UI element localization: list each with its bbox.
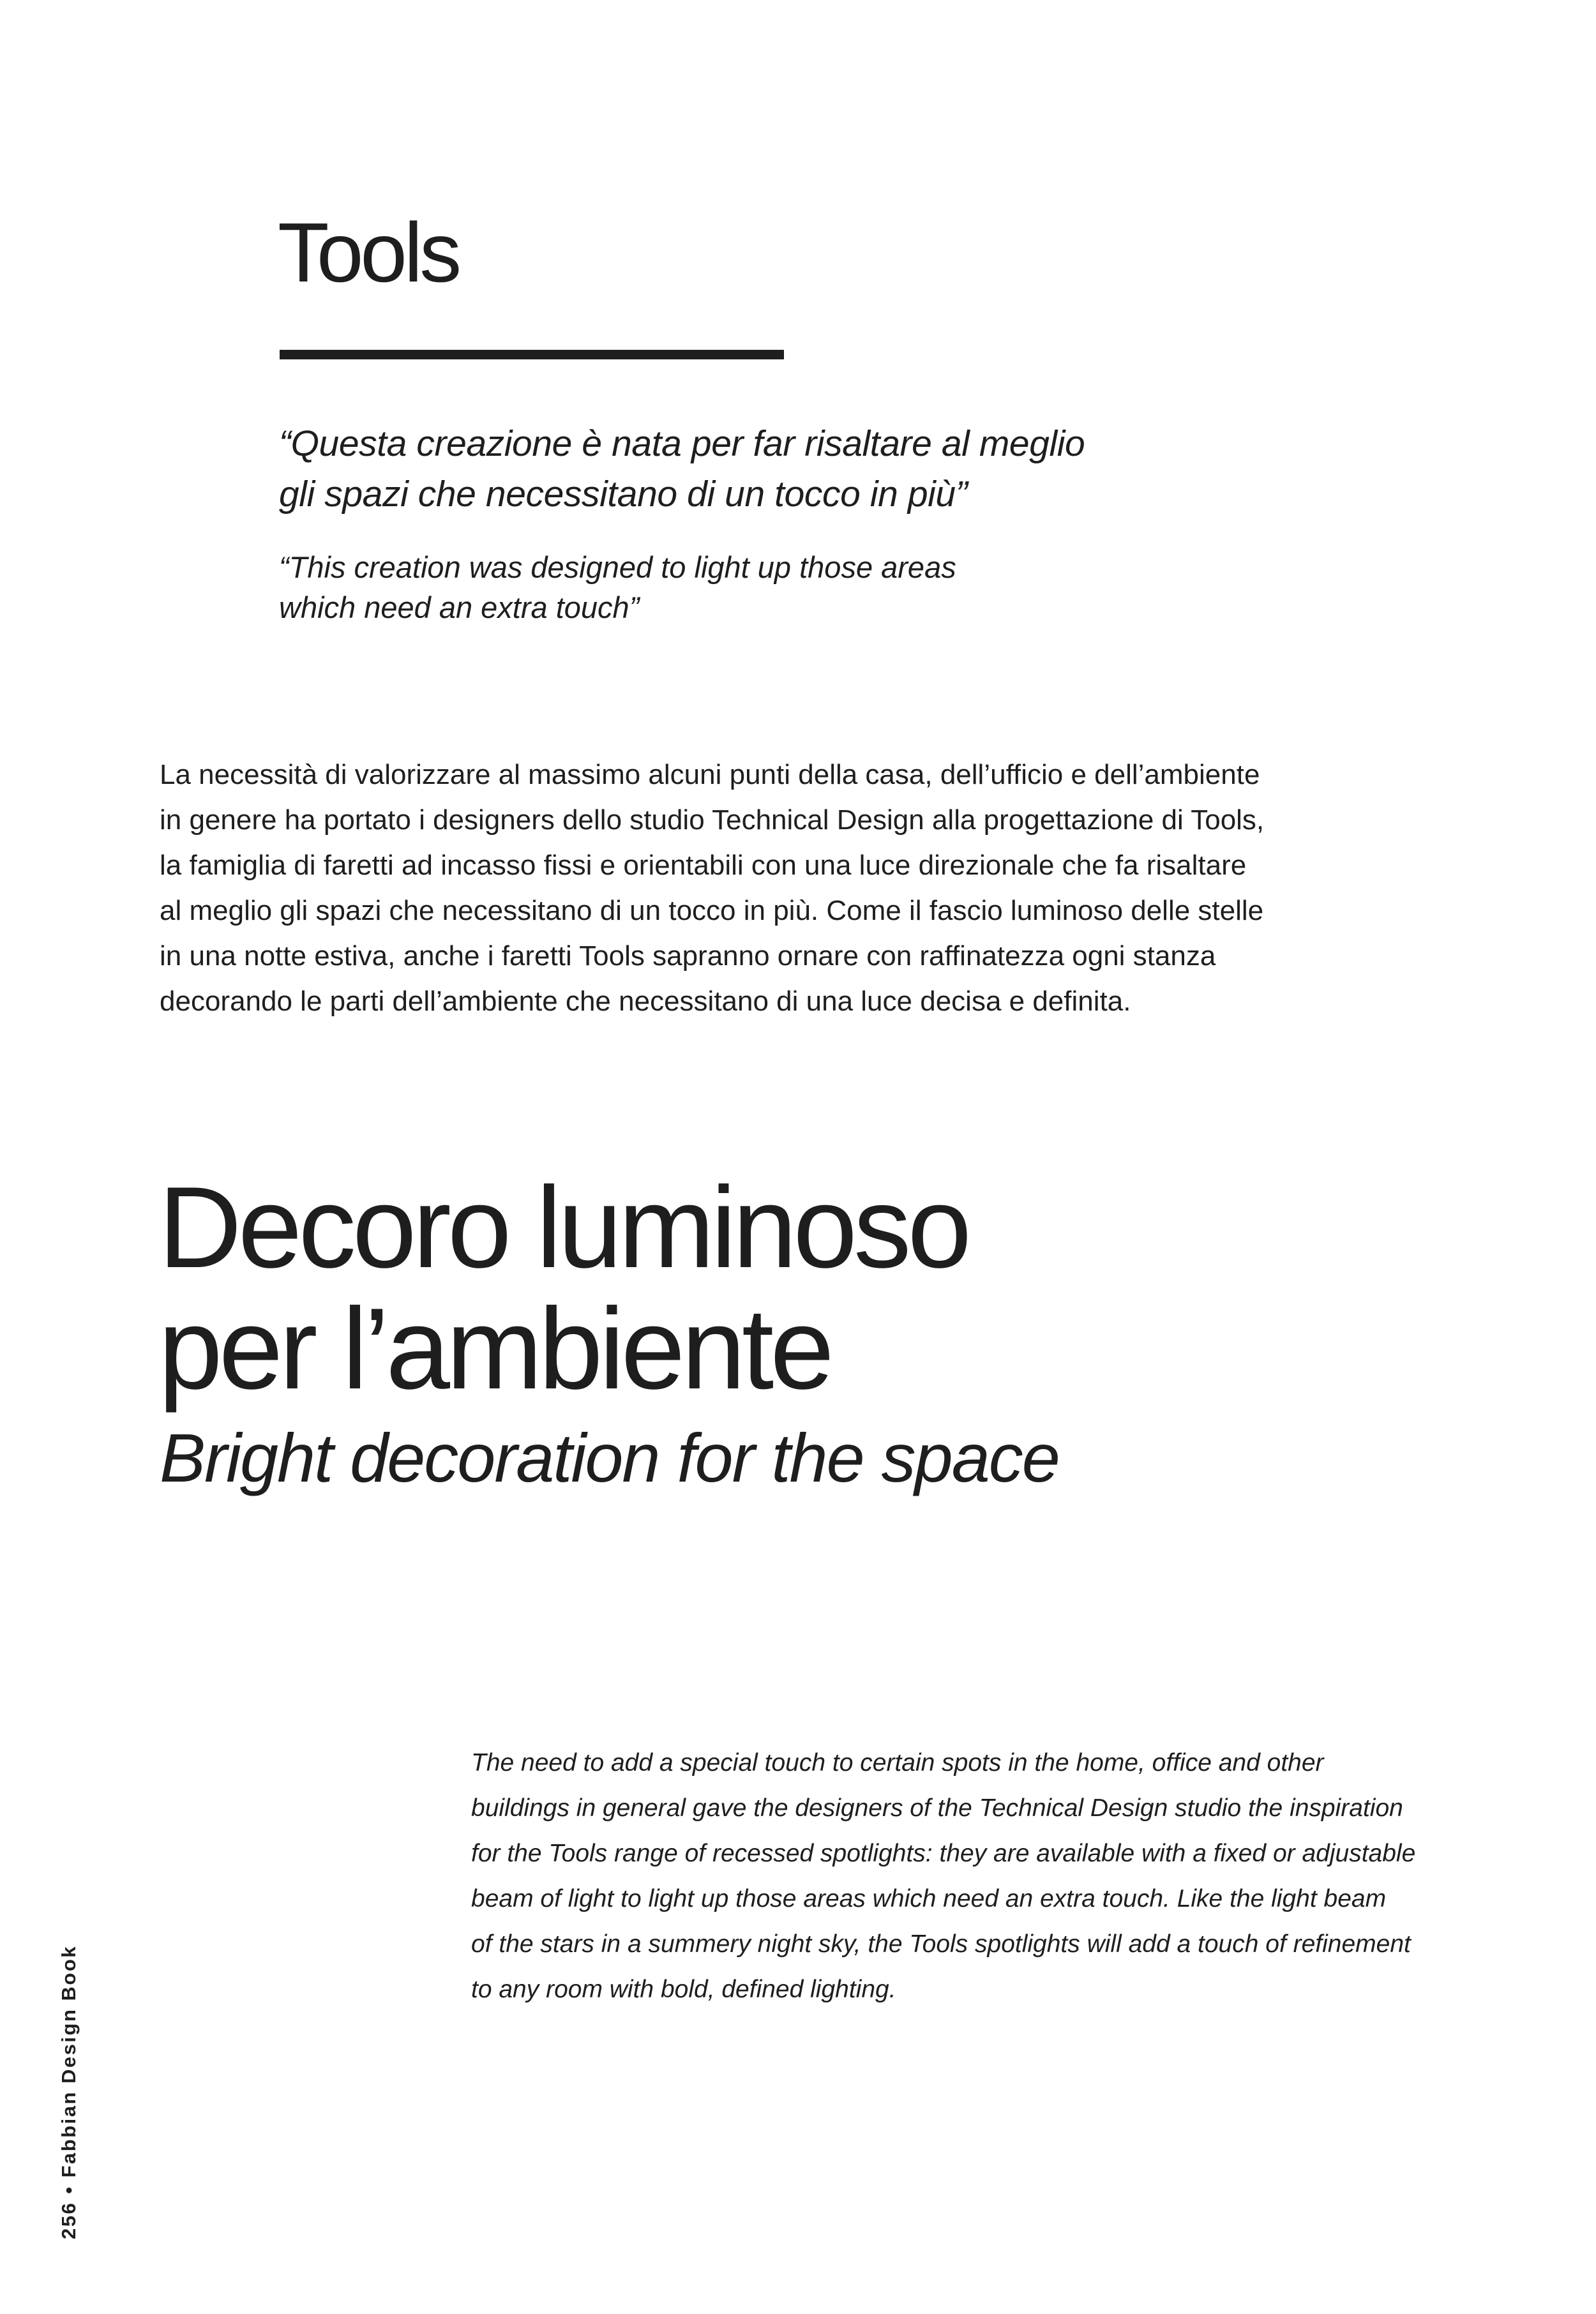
quote-italian-line: “Questa creazione è nata per far risaltare al meglio bbox=[279, 423, 1085, 464]
body-italian-line: decorando le parti dell’ambiente che necessitano di una luce decisa e definita. bbox=[160, 986, 1131, 1017]
headline-subtitle: Bright decoration for the space bbox=[160, 1419, 1059, 1496]
quote-italian-line: gli spazi che necessitano di un tocco in più” bbox=[279, 474, 968, 515]
body-text-italian bbox=[160, 752, 1468, 1024]
body-italian-line: in una notte estiva, anche i faretti Tools sapranno ornare con raffinatezza ogni stanza bbox=[160, 940, 1216, 972]
body-italian-line: la famiglia di faretti ad incasso fissi e orientabili con una luce direzionale che fa risaltare bbox=[160, 850, 1247, 881]
footer-separator: • bbox=[57, 2185, 80, 2194]
body-italian-line: La necessità di valorizzare al massimo alcuni punti della casa, dell’ufficio e dell’ambiente bbox=[160, 759, 1260, 790]
quote-italian bbox=[279, 419, 1237, 520]
headline-line: per l’ambiente bbox=[158, 1284, 831, 1413]
section-title: Tools bbox=[278, 206, 459, 299]
body-english-line: The need to add a special touch to certain spots in the home, office and other bbox=[471, 1749, 1324, 1777]
quote-english-line: “This creation was designed to light up those areas bbox=[279, 550, 956, 584]
body-english-line: for the Tools range of recessed spotlights: they are available with a fixed or adjustable bbox=[471, 1840, 1416, 1867]
quote-english bbox=[279, 547, 1237, 627]
body-english-line: buildings in general gave the designers of the Technical Design studio the inspiration bbox=[471, 1794, 1403, 1822]
page-number: 256 bbox=[57, 2201, 80, 2239]
body-english-line: beam of light to light up those areas which need an extra touch. Like the light beam bbox=[471, 1885, 1387, 1912]
book-title: Fabbian Design Book bbox=[57, 1944, 80, 2178]
body-italian-line: al meglio gli spazi che necessitano di un tocco in più. Come il fascio luminoso delle stelle bbox=[160, 895, 1264, 926]
headline bbox=[158, 1163, 968, 1413]
title-underline bbox=[280, 350, 784, 359]
page-footer bbox=[56, 1945, 82, 2239]
headline-line: Decoro luminoso bbox=[158, 1163, 968, 1292]
body-english-line: to any room with bold, defined lighting. bbox=[471, 1976, 896, 2003]
body-italian-line: in genere ha portato i designers dello studio Technical Design alla progettazione di Tools, bbox=[160, 804, 1265, 836]
quote-english-line: which need an extra touch” bbox=[279, 590, 640, 624]
body-english-line: of the stars in a summery night sky, the Tools spotlights will add a touch of refinement bbox=[471, 1930, 1411, 1958]
body-text-english bbox=[471, 1740, 1467, 2012]
